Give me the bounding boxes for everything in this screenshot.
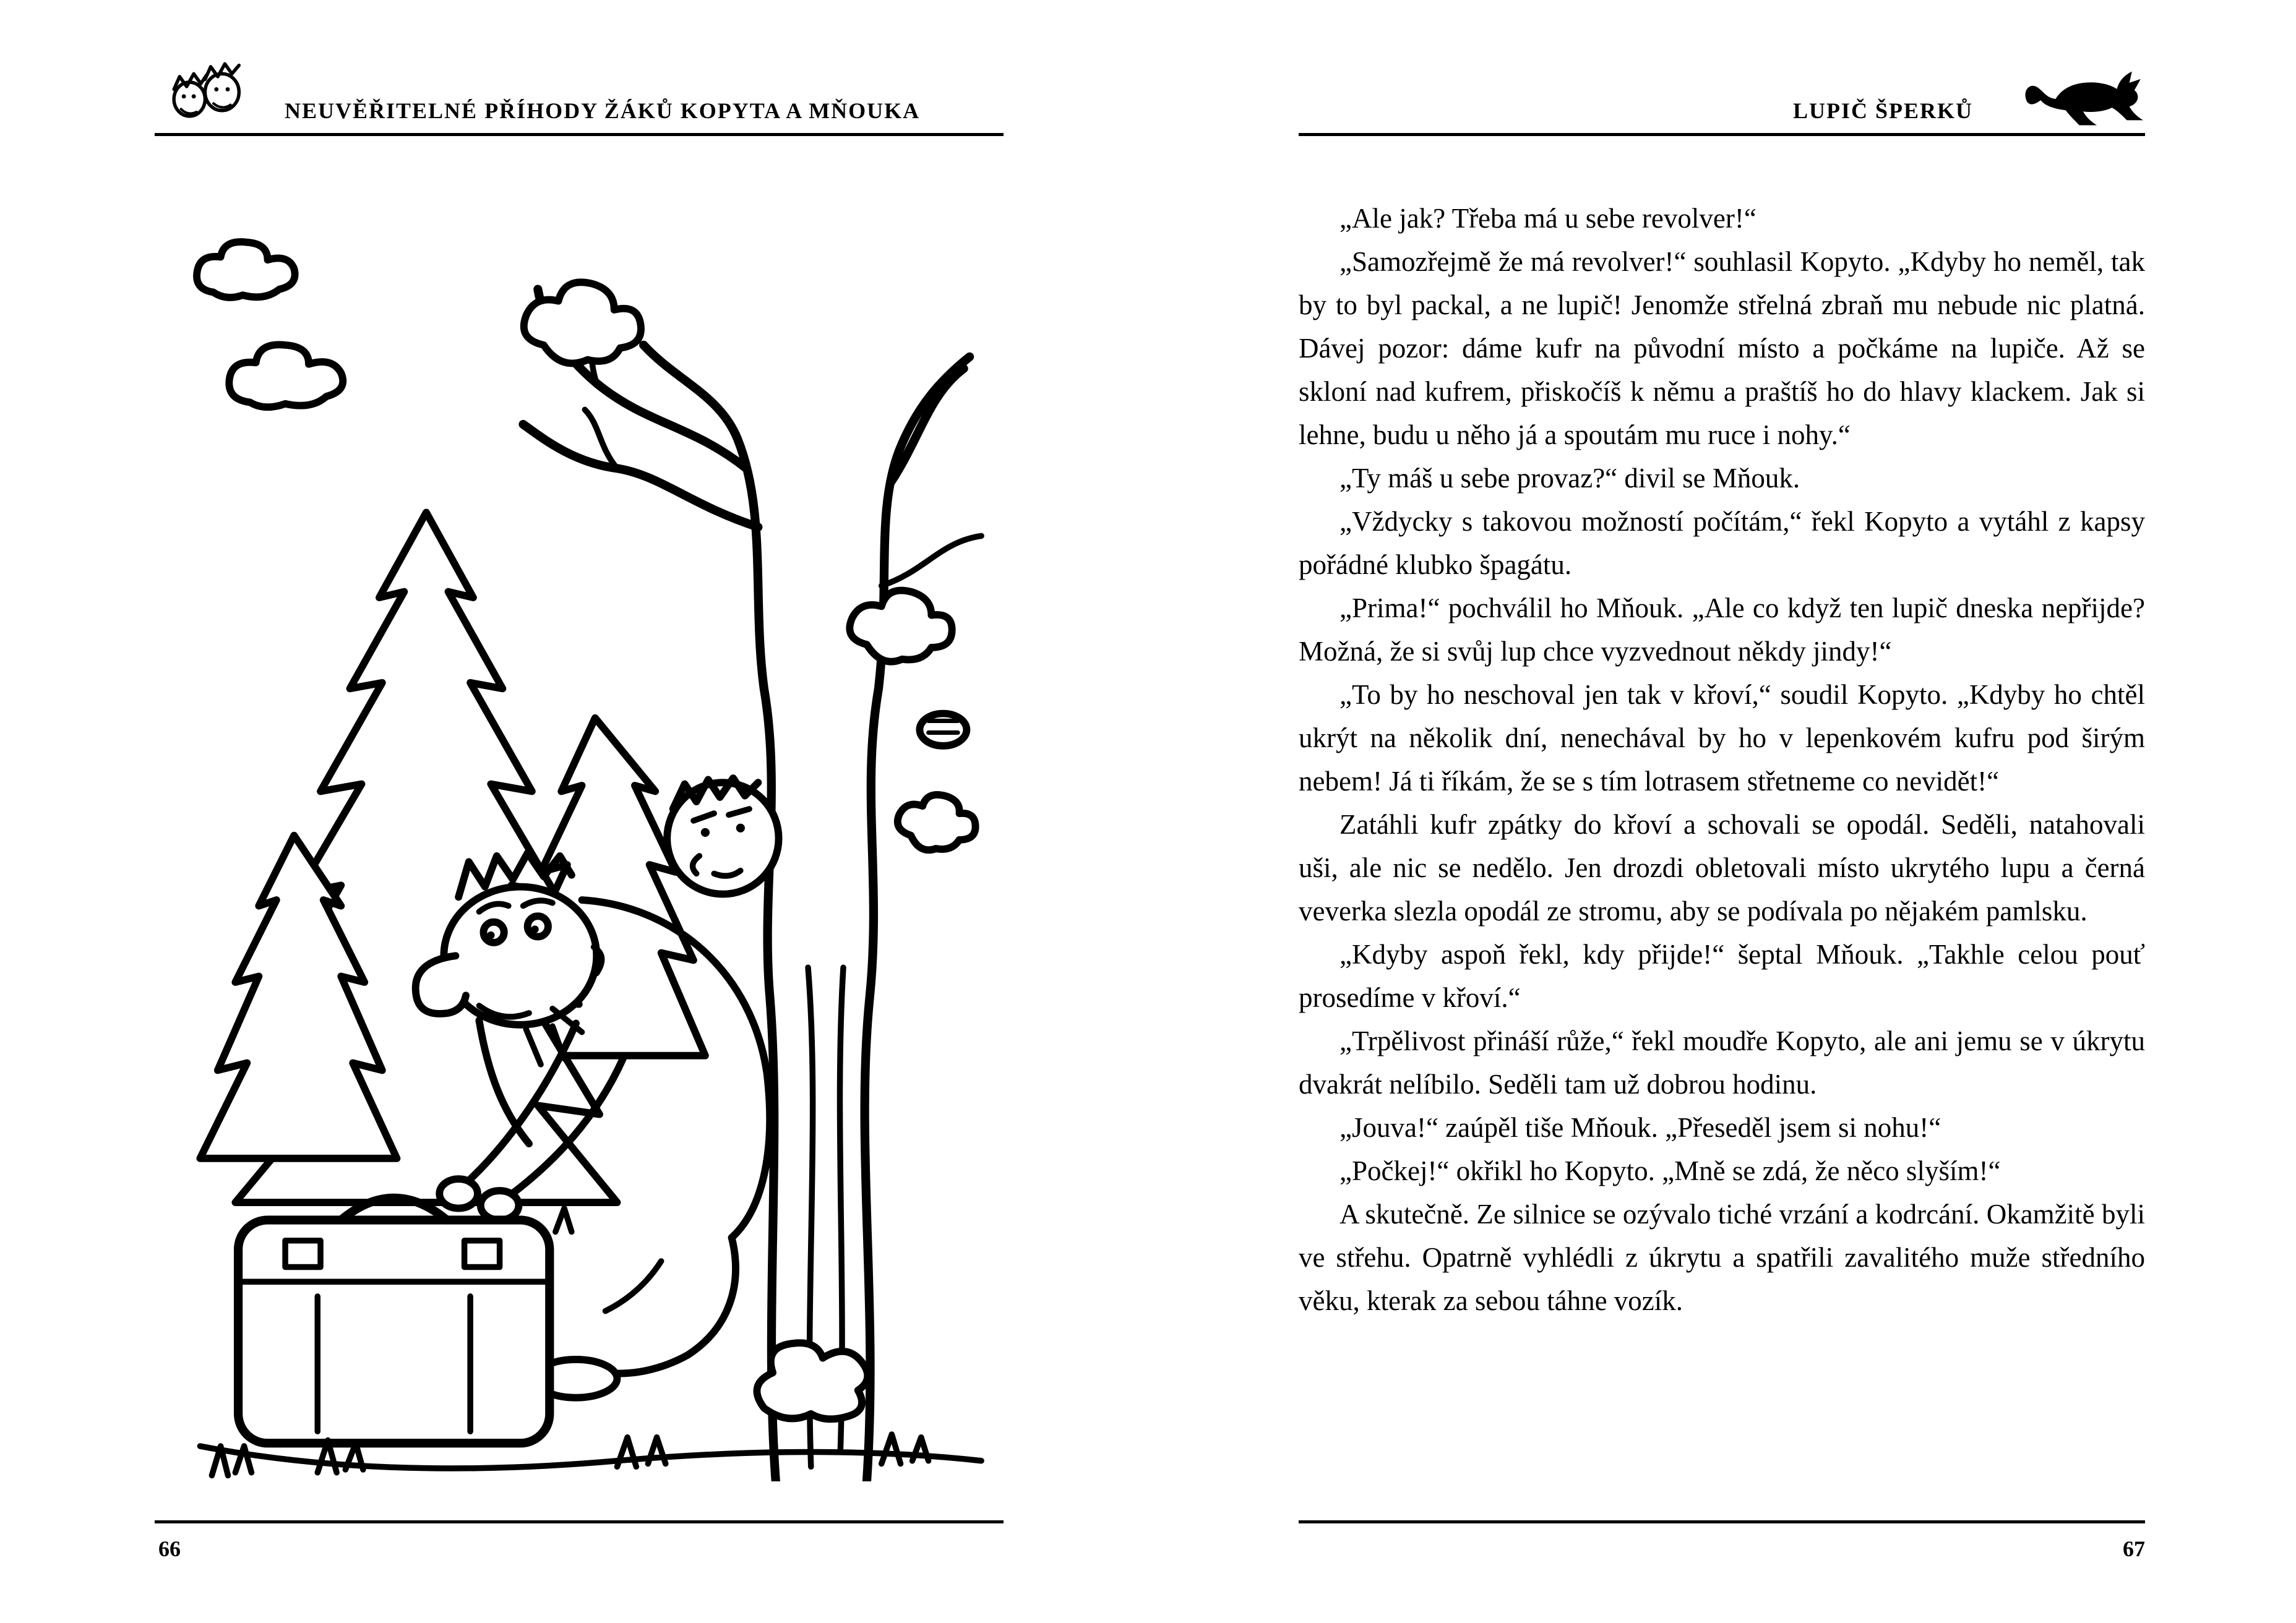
right-footer-rule	[1299, 1520, 2145, 1523]
right-header-rule	[1299, 133, 2145, 136]
left-footer-rule	[155, 1520, 1004, 1523]
black-cat-icon	[2022, 61, 2147, 132]
bush	[757, 1343, 867, 1419]
left-running-header: NEUVĚŘITELNÉ PŘÍHODY ŽÁKŮ KOPYTA A MŇOUKA	[285, 98, 921, 123]
paragraph: „Vždycky s takovou možností počítám,“ řekl Kopyto a vytáhl z kapsy pořádné klubko špagátu.	[1299, 506, 2145, 580]
paragraph: „Trpělivost přináší růže,“ řekl moudře Kopyto, ale ani jemu se v úkrytu dvakrát nelíbilo. Seděli tam už dobrou hodinu.	[1299, 1026, 2145, 1100]
paragraph: „Počkej!“ okřikl ho Kopyto. „Mně se zdá, že něco slyším!“	[1339, 1155, 2001, 1186]
story-text	[1299, 197, 2145, 1322]
forest-illustration	[176, 204, 999, 1481]
left-page-number: 66	[158, 1536, 181, 1561]
paragraph: „Kdyby aspoň řekl, kdy přijde!“ šeptal Mňouk. „Takhle celou pouť prosedíme v křoví.“	[1299, 939, 2145, 1013]
suitcase	[238, 1198, 549, 1443]
paragraph: Zatáhli kufr zpátky do křoví a schovali se opodál. Seděli, natahovali uši, ale nic se nedělo. Jen drozdi obletovali místo ukrytého lupu a černá veverka slezla opodál ze stromu, aby se podívala po nějakém pamlsku.	[1299, 809, 2145, 927]
paragraph: „Samozřejmě že má revolver!“ souhlasil Kopyto. „Kdyby ho neměl, tak by to byl packal, a ne lupič! Jenomže střelná zbraň mu nebude nic platná. Dávej pozor: dáme kufr na původní místo a počkáme na lupiče. Až se skloní nad kufrem, přiskočíš k němu a praštíš ho do hlavy klackem. Jak si lehne, budu u něho já a spoutám mu ruce i nohy.“	[1299, 246, 2145, 450]
cat-silhouette	[2025, 72, 2143, 126]
left-header-rule	[155, 133, 1004, 136]
foliage	[898, 795, 976, 850]
two-boys-icon	[158, 54, 257, 130]
right-running-header: LUPIČ ŠPERKŮ	[1792, 98, 1973, 123]
paragraph: „Prima!“ pochválil ho Mňouk. „Ale co když ten lupič dneska nepřijde? Možná, že si svůj lup chce vyzvednout někdy jindy!“	[1299, 593, 2145, 667]
paragraph: „Ty máš u sebe provaz?“ divil se Mňouk.	[1339, 463, 1800, 494]
paragraph: „To by ho neschoval jen tak v křoví,“ soudil Kopyto. „Kdyby ho chtěl ukrýt na několik dní, nenechával by ho v lepenkovém kufru pod širým nebem! Já ti říkám, že se s tím lotrasem střetneme co nevidět!“	[1299, 679, 2145, 797]
paragraph: „Ale jak? Třeba má u sebe revolver!“	[1339, 203, 1756, 234]
foliage	[849, 591, 952, 662]
cloud	[229, 345, 343, 407]
cloud	[197, 242, 295, 298]
right-page-number: 67	[2123, 1536, 2145, 1561]
paragraph: A skutečně. Ze silnice se ozývalo tiché vrzání a kodrcání. Okamžitě byli ve střehu. Opatrně vyhlédli z úkrytu a spatřili zavalitého muže středního věku, kterak za sebou táhne vozík.	[1299, 1199, 2145, 1316]
paragraph: „Jouva!“ zaúpěl tiše Mňouk. „Přeseděl jsem si nohu!“	[1339, 1112, 1941, 1143]
